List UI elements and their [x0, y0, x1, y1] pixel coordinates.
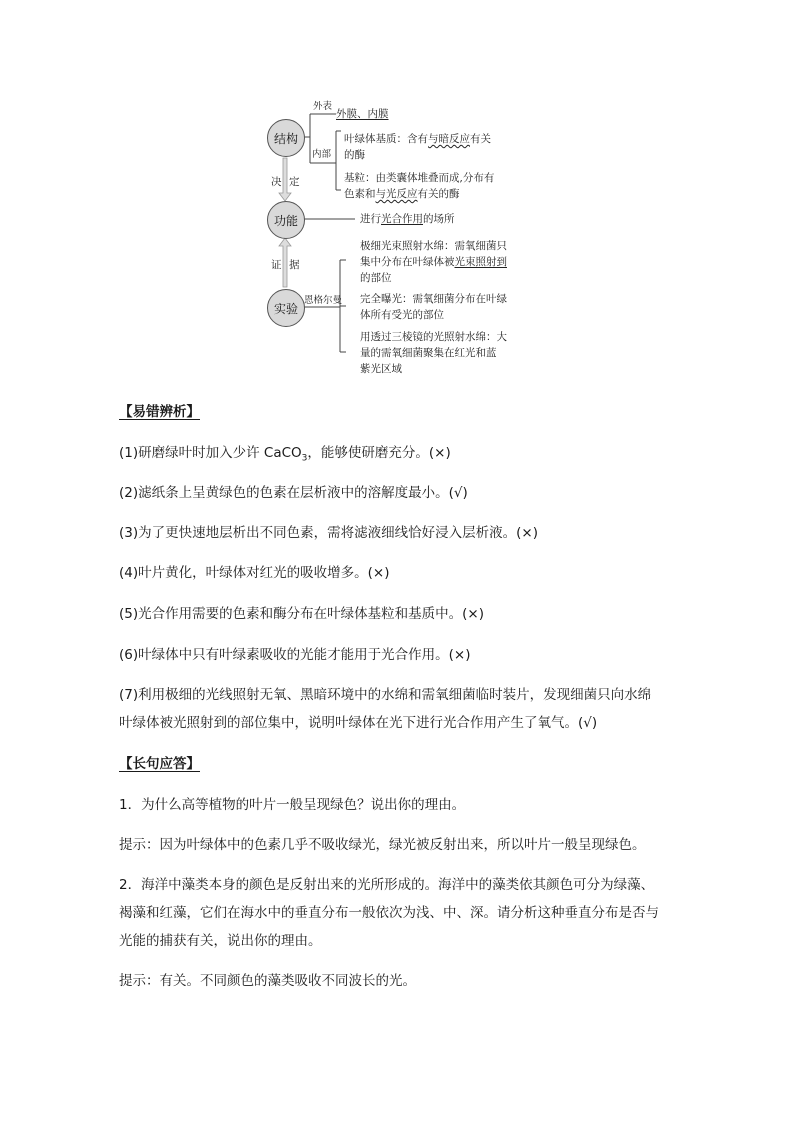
answer-2: 提示：有关。不同颜色的藻类吸收不同波长的光。: [119, 973, 416, 989]
grana-line-2: 色素和与光反应有关的酶: [344, 188, 460, 200]
question-2-line-3: 光能的捕获有关，说出你的理由。: [119, 933, 322, 949]
answer-1: 提示：因为叶绿体中的色素几乎不吸收绿光，绿光被反射出来，所以叶片一般呈现绿色。: [119, 837, 646, 853]
question-2-line-2: 褐藻和红藻，它们在海水中的垂直分布一般依次为浅、中、深。请分析这种垂直分布是否与: [119, 905, 659, 921]
statement-2: (2)滤纸条上呈黄绿色的色素在层析液中的溶解度最小。(√): [119, 485, 468, 501]
question-2-line-1: 2．海洋中藻类本身的颜色是反射出来的光所形成的。海洋中的藻类依其颜色可分为绿藻、: [119, 877, 655, 893]
stroma-line-2: 的酶: [344, 149, 365, 161]
grana-line-1: 基粒：由类囊体堆叠而成,分布有: [344, 172, 495, 184]
exp1-line-2: 集中分布在叶绿体被光束照射到: [360, 256, 507, 268]
statement-3: (3)为了更快速地层析出不同色素，需将滤液细线恰好浸入层析液。(×): [119, 525, 538, 541]
exp2-line-2: 体所有受光的部位: [360, 309, 444, 321]
section-title-long-answer: 【长句应答】: [119, 756, 200, 772]
statement-7-line-2: 叶绿体被光照射到的部位集中，说明叶绿体在光下进行光合作用产生了氧气。(√): [119, 715, 598, 731]
arrow-label-decide-1: 决: [271, 176, 282, 188]
stroma-line-1: 叶绿体基质：含有与暗反应有关: [344, 133, 491, 145]
statement-4: (4)叶片黄化，叶绿体对红光的吸收增多。(×): [119, 565, 390, 581]
function-text: 进行光合作用的场所: [360, 213, 455, 225]
label-inner: 内部: [312, 149, 332, 160]
section-title-error-analysis: 【易错辨析】: [119, 404, 200, 420]
exp3-line-1: 用透过三棱镜的光照射水绵：大: [360, 331, 507, 343]
node-structure: 结构: [267, 119, 305, 157]
exp3-line-3: 紫光区域: [360, 363, 402, 375]
statement-6: (6)叶绿体中只有叶绿素吸收的光能才能用于光合作用。(×): [119, 647, 471, 663]
exp1-line-3: 的部位: [360, 272, 392, 284]
exp3-line-2: 量的需氧细菌聚集在红光和蓝: [360, 347, 497, 359]
exp2-line-1: 完全曝光：需氧细菌分布在叶绿: [360, 293, 507, 305]
statement-1: (1)研磨绿叶时加入少许 CaCO$_3$，能够使研磨充分。(×): [119, 445, 451, 464]
exp1-line-1: 极细光束照射水绵：需氧细菌只: [360, 240, 507, 252]
outer-membranes: 外膜、内膜: [336, 108, 389, 120]
arrow-label-decide-2: 定: [289, 176, 300, 188]
statement-7-line-1: (7)利用极细的光线照射无氧、黑暗环境中的水绵和需氧细菌临时装片，发现细菌只向水绵: [119, 687, 652, 703]
arrow-label-prove-2: 据: [289, 259, 300, 271]
question-1: 1．为什么高等植物的叶片一般呈现绿色？说出你的理由。: [119, 797, 466, 813]
statement-5: (5)光合作用需要的色素和酶分布在叶绿体基粒和基质中。(×): [119, 606, 484, 622]
node-function: 功能: [267, 201, 305, 239]
scientist-name: 恩格尔曼: [304, 295, 343, 306]
node-experiment: 实验: [267, 289, 305, 327]
label-outer: 外表: [313, 101, 333, 112]
arrow-label-prove-1: 证: [271, 259, 282, 271]
